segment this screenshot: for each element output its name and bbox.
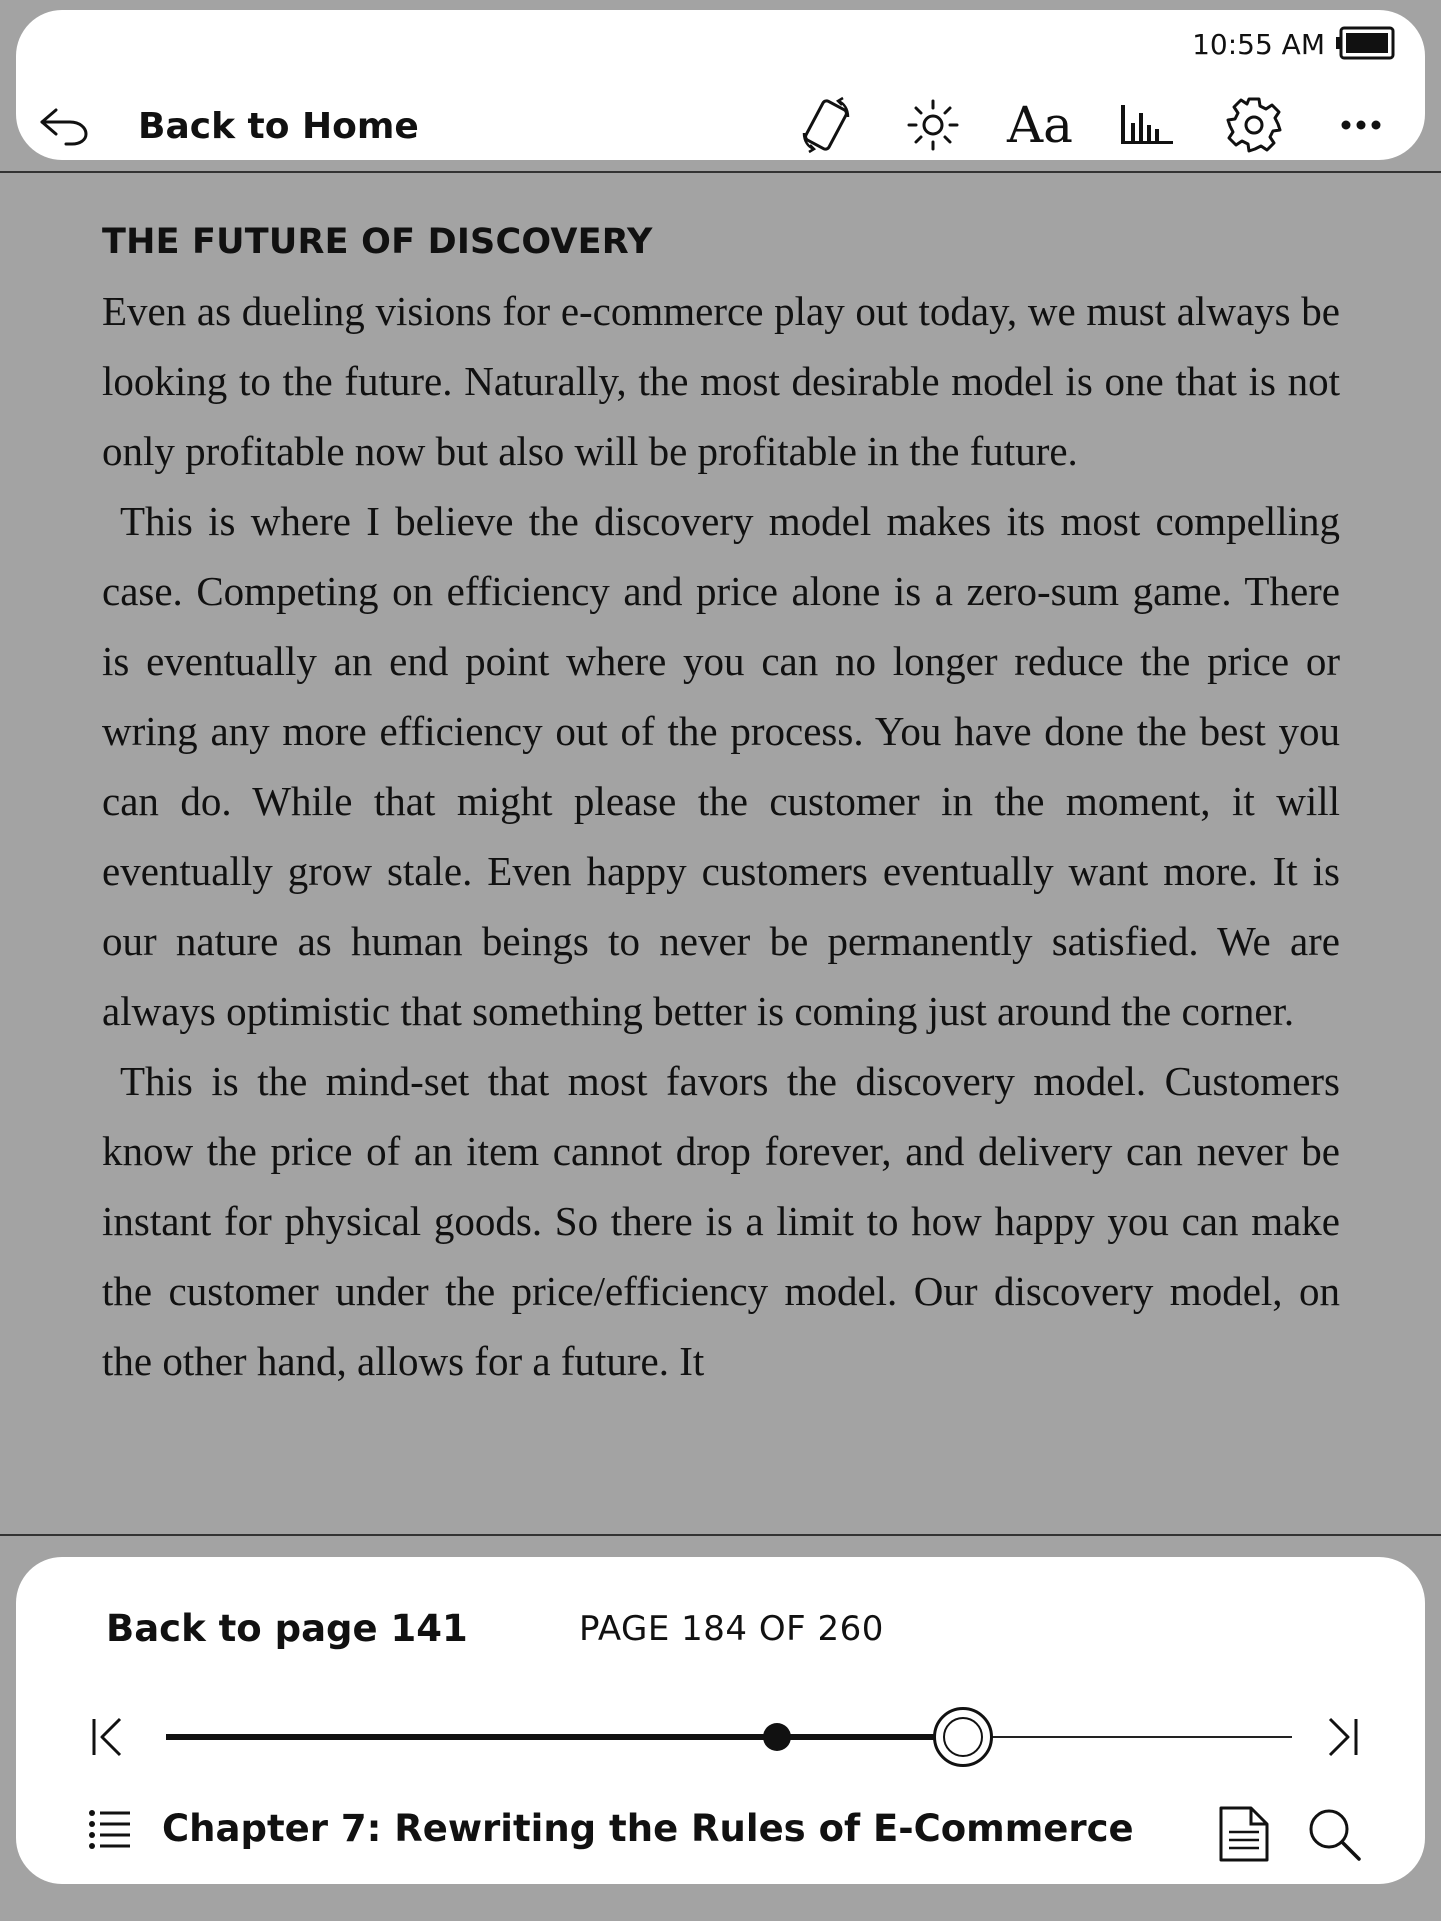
paragraph: This is the mind-set that most favors the discovery model. Customers know the price of an item cannot drop forever, and delivery can never be instant for physical goods. So there is a limit to how happy you can make the customer under the price/efficiency model. Our discovery model, on the other hand, allows for a future. It: [102, 1058, 1340, 1384]
previous-position-marker[interactable]: [763, 1723, 791, 1751]
navigation-panel: [16, 1557, 1425, 1884]
battery-icon: [1335, 26, 1395, 60]
page-indicator: PAGE 184 OF 260: [579, 1609, 884, 1649]
book-page-content: [102, 222, 1340, 1396]
chapter-title: Chapter 7: Rewriting the Rules of E-Commerce: [162, 1807, 1134, 1850]
page-progress-slider[interactable]: [166, 1707, 1292, 1767]
font-settings-button[interactable]: Aa: [1007, 96, 1073, 154]
brightness-icon: [903, 95, 963, 155]
status-time: 10:55 AM: [1192, 28, 1325, 61]
settings-button[interactable]: [1219, 92, 1289, 158]
list-icon: [88, 1809, 132, 1849]
skip-to-start-icon: [88, 1715, 128, 1759]
search-icon: [1304, 1804, 1364, 1864]
header-divider: [0, 171, 1441, 173]
reading-stats-button[interactable]: [1112, 92, 1182, 158]
back-to-home-button[interactable]: [36, 94, 419, 158]
paragraph: Even as dueling visions for e-commerce play out today, we must always be looking to the future. Naturally, the most desirable model is one that is not only profitable now but also will be profitable in the future.: [102, 288, 1340, 474]
document-icon: [1217, 1804, 1271, 1864]
slider-thumb[interactable]: [933, 1707, 993, 1767]
last-page-button[interactable]: [1312, 1707, 1372, 1767]
brightness-button[interactable]: [898, 92, 968, 158]
back-to-page-button[interactable]: Back to page 141: [106, 1607, 468, 1650]
section-heading: THE FUTURE OF DISCOVERY: [102, 222, 653, 262]
more-options-button[interactable]: [1326, 92, 1396, 158]
paragraph: This is where I believe the discovery model makes its most compelling case. Competing on efficiency and price alone is a zero-sum game. There is eventually an end point where you can no longer reduce the price or wring any more efficiency out of the process. You have done the best you can do. While that might please the customer in the moment, it will eventually grow stale. Even happy customers eventually want more. It is our nature as human beings to never be permanently satisfied. We are always optimistic that something better is coming just around the corner.: [102, 498, 1340, 1034]
notes-button[interactable]: [1209, 1799, 1279, 1869]
rotate-icon: [796, 95, 856, 155]
back-arrow-icon: [36, 102, 92, 150]
rotate-button[interactable]: [791, 92, 861, 158]
table-of-contents-button[interactable]: [88, 1807, 1134, 1850]
stats-icon: [1117, 95, 1177, 155]
skip-to-end-icon: [1322, 1715, 1362, 1759]
top-toolbar: [16, 10, 1425, 160]
footer-divider: [0, 1534, 1441, 1536]
search-button[interactable]: [1299, 1799, 1369, 1869]
back-to-home-label: Back to Home: [138, 105, 419, 147]
first-page-button[interactable]: [78, 1707, 138, 1767]
more-icon: [1336, 115, 1386, 135]
slider-progress-fill: [166, 1734, 963, 1740]
gear-icon: [1224, 95, 1284, 155]
